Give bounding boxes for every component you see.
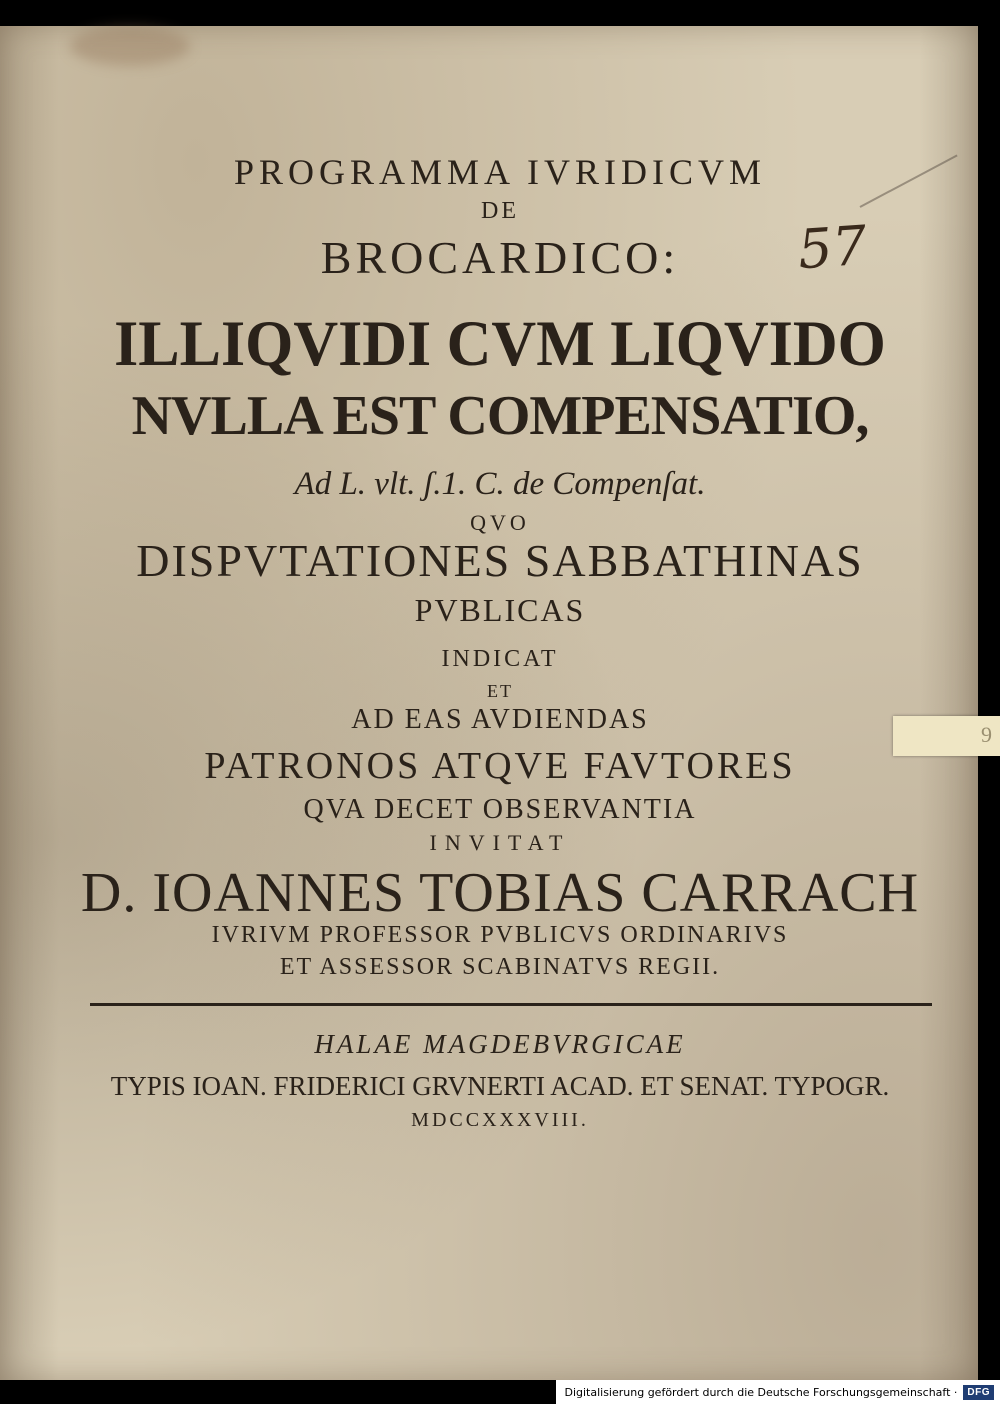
paper-tab <box>893 716 1000 756</box>
text-et: ET <box>487 681 513 701</box>
divider-rule <box>90 1003 932 1006</box>
text-disputationes: DISPVTATIONES SABBATHINAS <box>136 535 864 586</box>
author-office: ET ASSESSOR SCABINATVS REGII. <box>279 954 721 980</box>
footer-credit: Digitalisierung gefördert durch die Deutsche Forschungsgemeinschaft · <box>564 1385 958 1399</box>
imprint-place: HALAE MAGDEBVRGICAE <box>314 1029 686 1059</box>
text-qua-decet: QVA DECET OBSERVANTIA <box>303 794 697 825</box>
paper-stain <box>70 26 190 66</box>
author-name: D. IOANNES TOBIAS CARRACH <box>80 862 920 924</box>
text-indicat: INDICAT <box>441 646 559 672</box>
title-nulla: NVLLA EST COMPENSATIO, <box>131 385 869 447</box>
text-publicas: PVBLICAS <box>414 592 586 628</box>
heading-brocardico: BROCARDICO: <box>320 232 680 283</box>
scanned-page <box>0 26 978 1380</box>
author-title: IVRIVM PROFESSOR PVBLICVS ORDINARIVS <box>211 922 789 948</box>
text-patronos: PATRONOS ATQVE FAVTORES <box>204 745 796 787</box>
legal-citation: Ad L. vlt. ʃ.1. C. de Compenſat. <box>294 466 706 502</box>
heading-de: DE <box>481 198 519 224</box>
digitization-footer <box>556 1380 1000 1404</box>
title-illiquidi: ILLIQVIDI CVM LIQVIDO <box>114 308 886 380</box>
imprint-printer: TYPIS IOAN. FRIDERICI GRVNERTI ACAD. ET SENAT. TYPOGR. <box>110 1071 890 1101</box>
dfg-logo-icon: DFG <box>963 1385 994 1400</box>
text-ad-eas: AD EAS AVDIENDAS <box>351 704 649 735</box>
tab-digit: 9 <box>981 722 992 747</box>
handwritten-shelf-number: 57 <box>795 213 869 282</box>
heading-programma: PROGRAMMA IVRIDICVM <box>233 152 767 192</box>
imprint-year: MDCCXXXVIII. <box>411 1109 589 1131</box>
text-invitat: INVITAT <box>429 830 571 855</box>
text-quo: QVO <box>470 510 530 535</box>
